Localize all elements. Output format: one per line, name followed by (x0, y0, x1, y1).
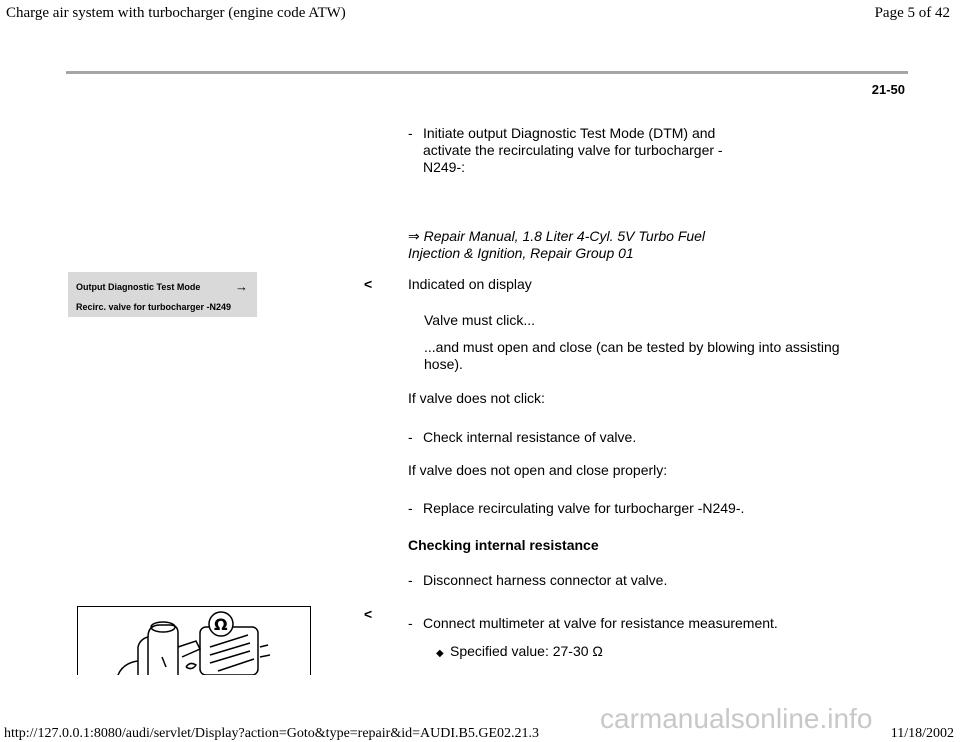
diamond-bullet-icon: ◆ (436, 648, 444, 659)
chevron-left-icon: < (364, 606, 373, 622)
open-close-line2: hose). (424, 356, 463, 372)
specified-value-text: Specified value: 27-30 Ω (450, 643, 603, 659)
reference-arrow-icon: ⇒ (408, 228, 420, 244)
no-open-action (408, 500, 744, 517)
display-line2: Recirc. valve for turbocharger -N249 (76, 302, 232, 312)
valve-diagram-image (77, 606, 311, 675)
display-line1: Output Diagnostic Test Mode (76, 282, 201, 292)
step-initiate-dtm (408, 125, 723, 176)
tester-display (68, 272, 257, 317)
no-click-action-text: Check internal resistance of valve. (423, 429, 637, 445)
svg-text:Ω: Ω (214, 615, 228, 634)
step-dash: - (408, 125, 413, 141)
no-open-action-text: Replace recirculating valve for turbocharger -N249-. (423, 500, 745, 516)
step-dash: - (408, 572, 413, 588)
repair-manual-reference[interactable] (408, 228, 705, 262)
page-indicator: Page 5 of 42 (874, 5, 950, 21)
step-text-line3: N249-: (423, 159, 466, 175)
no-open-condition: If valve does not open and close properly: (408, 462, 668, 478)
header-title: Charge air system with turbocharger (engine code ATW) (6, 5, 346, 21)
step-text-line1: Initiate output Diagnostic Test Mode (DTM) and (423, 125, 716, 141)
valve-diagram-svg (78, 607, 310, 675)
connect-multimeter-action (408, 615, 778, 632)
reference-line1: Repair Manual, 1.8 Liter 4-Cyl. 5V Turbo Fuel (423, 228, 706, 244)
display-arrow-icon: → (235, 279, 248, 294)
reference-line2: Injection & Ignition, Repair Group 01 (408, 245, 634, 261)
section-page-number: 21-50 (871, 82, 905, 97)
step-text-line2: activate the recirculating valve for turbocharger - (423, 142, 723, 158)
valve-must-click: Valve must click... (424, 312, 535, 328)
connect-multimeter-text: Connect multimeter at valve for resistance measurement. (423, 615, 778, 631)
step-dash: - (408, 500, 413, 516)
disconnect-action-text: Disconnect harness connector at valve. (423, 572, 668, 588)
specified-value (436, 643, 603, 662)
step-dash: - (408, 429, 413, 445)
header-rule (66, 71, 908, 74)
checking-heading: Checking internal resistance (408, 537, 599, 553)
disconnect-action (408, 572, 667, 589)
chevron-left-icon: < (364, 276, 373, 292)
indicated-on-display: Indicated on display (408, 276, 532, 292)
open-close-line1: ...and must open and close (can be tested by blowing into assisting (424, 339, 840, 355)
no-click-action (408, 429, 636, 446)
step-dash: - (408, 615, 413, 631)
footer-url[interactable]: http://127.0.0.1:8080/audi/servlet/Display?action=Goto&type=repair&id=AUDI.B5.GE02.21.3 (4, 726, 539, 741)
watermark: carmanualsonline.info (600, 703, 873, 734)
open-close-note (424, 339, 840, 373)
footer-date: 11/18/2002 (890, 726, 954, 741)
no-click-condition: If valve does not click: (408, 390, 545, 406)
